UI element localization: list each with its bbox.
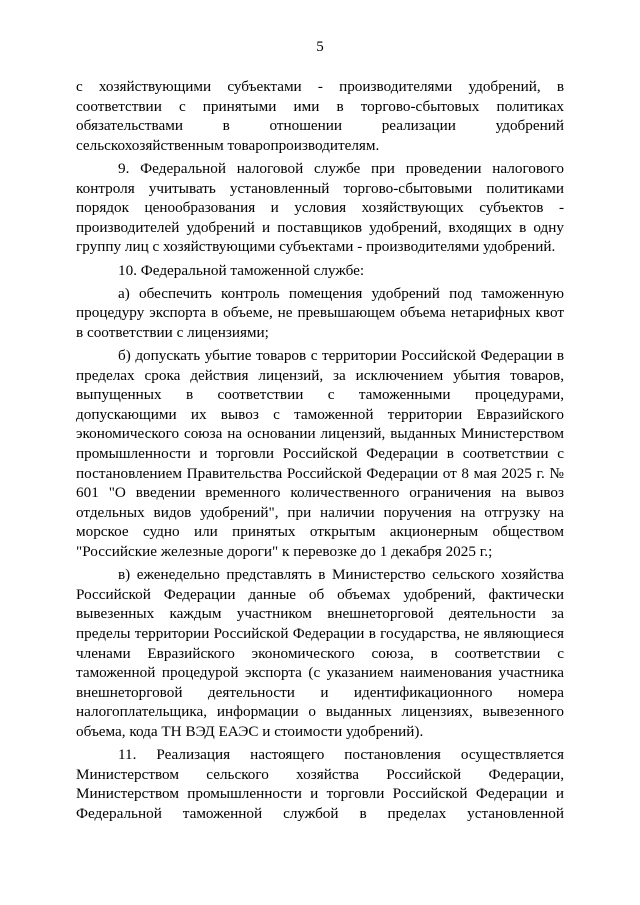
paragraph-subitem-v: в) еженедельно представлять в Министерство сельского хозяйства Российской Федерации данные об объемах удобрений, фактически вывезенных каждым участником внешнеторговой деятельности за пределы территории Российской Федерации в государства, не являющиеся членами Евразийского экономического союза, в соответствии с таможенной процедурой экспорта (с указанием наименования участника внешнеторговой деятельности и идентификационного номера налогоплательщика, информации о выданных лицензиях, вывезенного объема, кода ТН ВЭД ЕАЭС и стоимости удобрений). [76, 566, 564, 740]
paragraph-subitem-a: а) обеспечить контроль помещения удобрений под таможенную процедуру экспорта в объеме, не превышающем объема нетарифных квот в соответствии с лицензиями; [76, 284, 564, 341]
paragraph-item-11: 11. Реализация настоящего постановления осуществляется Министерством сельского хозяйства Российской Федерации, Министерством промышленности и торговли Российской Федерации и Федеральной таможенной службой в пределах установленной [76, 746, 564, 822]
paragraph-subitem-b: б) допускать убытие товаров с территории Российской Федерации в пределах срока действия лицензий, за исключением убытия товаров, выпущенных в соответствии с таможенными процедурами, допускающими их вывоз с таможенной территории Евразийского экономического союза на основании лицензий, выданных Министерством промышленности и торговли Российской Федерации в соответствии с постановлением Правительства Российской Федерации от 8 мая 2025 г. № 601 "О введении временного количественного ограничения на вывоз отдельных видов удобрений", при наличии поручения на отгрузку на морское судно или принятых открытым акционерным обществом "Российские железные дороги" к перевозке до 1 декабря 2025 г.; [76, 347, 564, 561]
page-number: 5 [316, 39, 324, 55]
document-body [76, 77, 564, 827]
paragraph-item-9: 9. Федеральной налоговой службе при проведении налогового контроля учитывать установленный торгово-сбытовыми политиками порядок ценообразования и условия хозяйствующих субъектов - производителей удобрений и поставщиков удобрений, входящих в одну группу лиц с хозяйствующими субъектами - производителями удобрений. [76, 159, 564, 256]
paragraph-continuation: с хозяйствующими субъектами - производителями удобрений, в соответствии с принятыми ими в торгово-сбытовых политиках обязательствами в отношении реализации удобрений сельскохозяйственным товаропроизводителям. [76, 78, 564, 154]
paragraph-item-10: 10. Федеральной таможенной службе: [118, 261, 365, 279]
